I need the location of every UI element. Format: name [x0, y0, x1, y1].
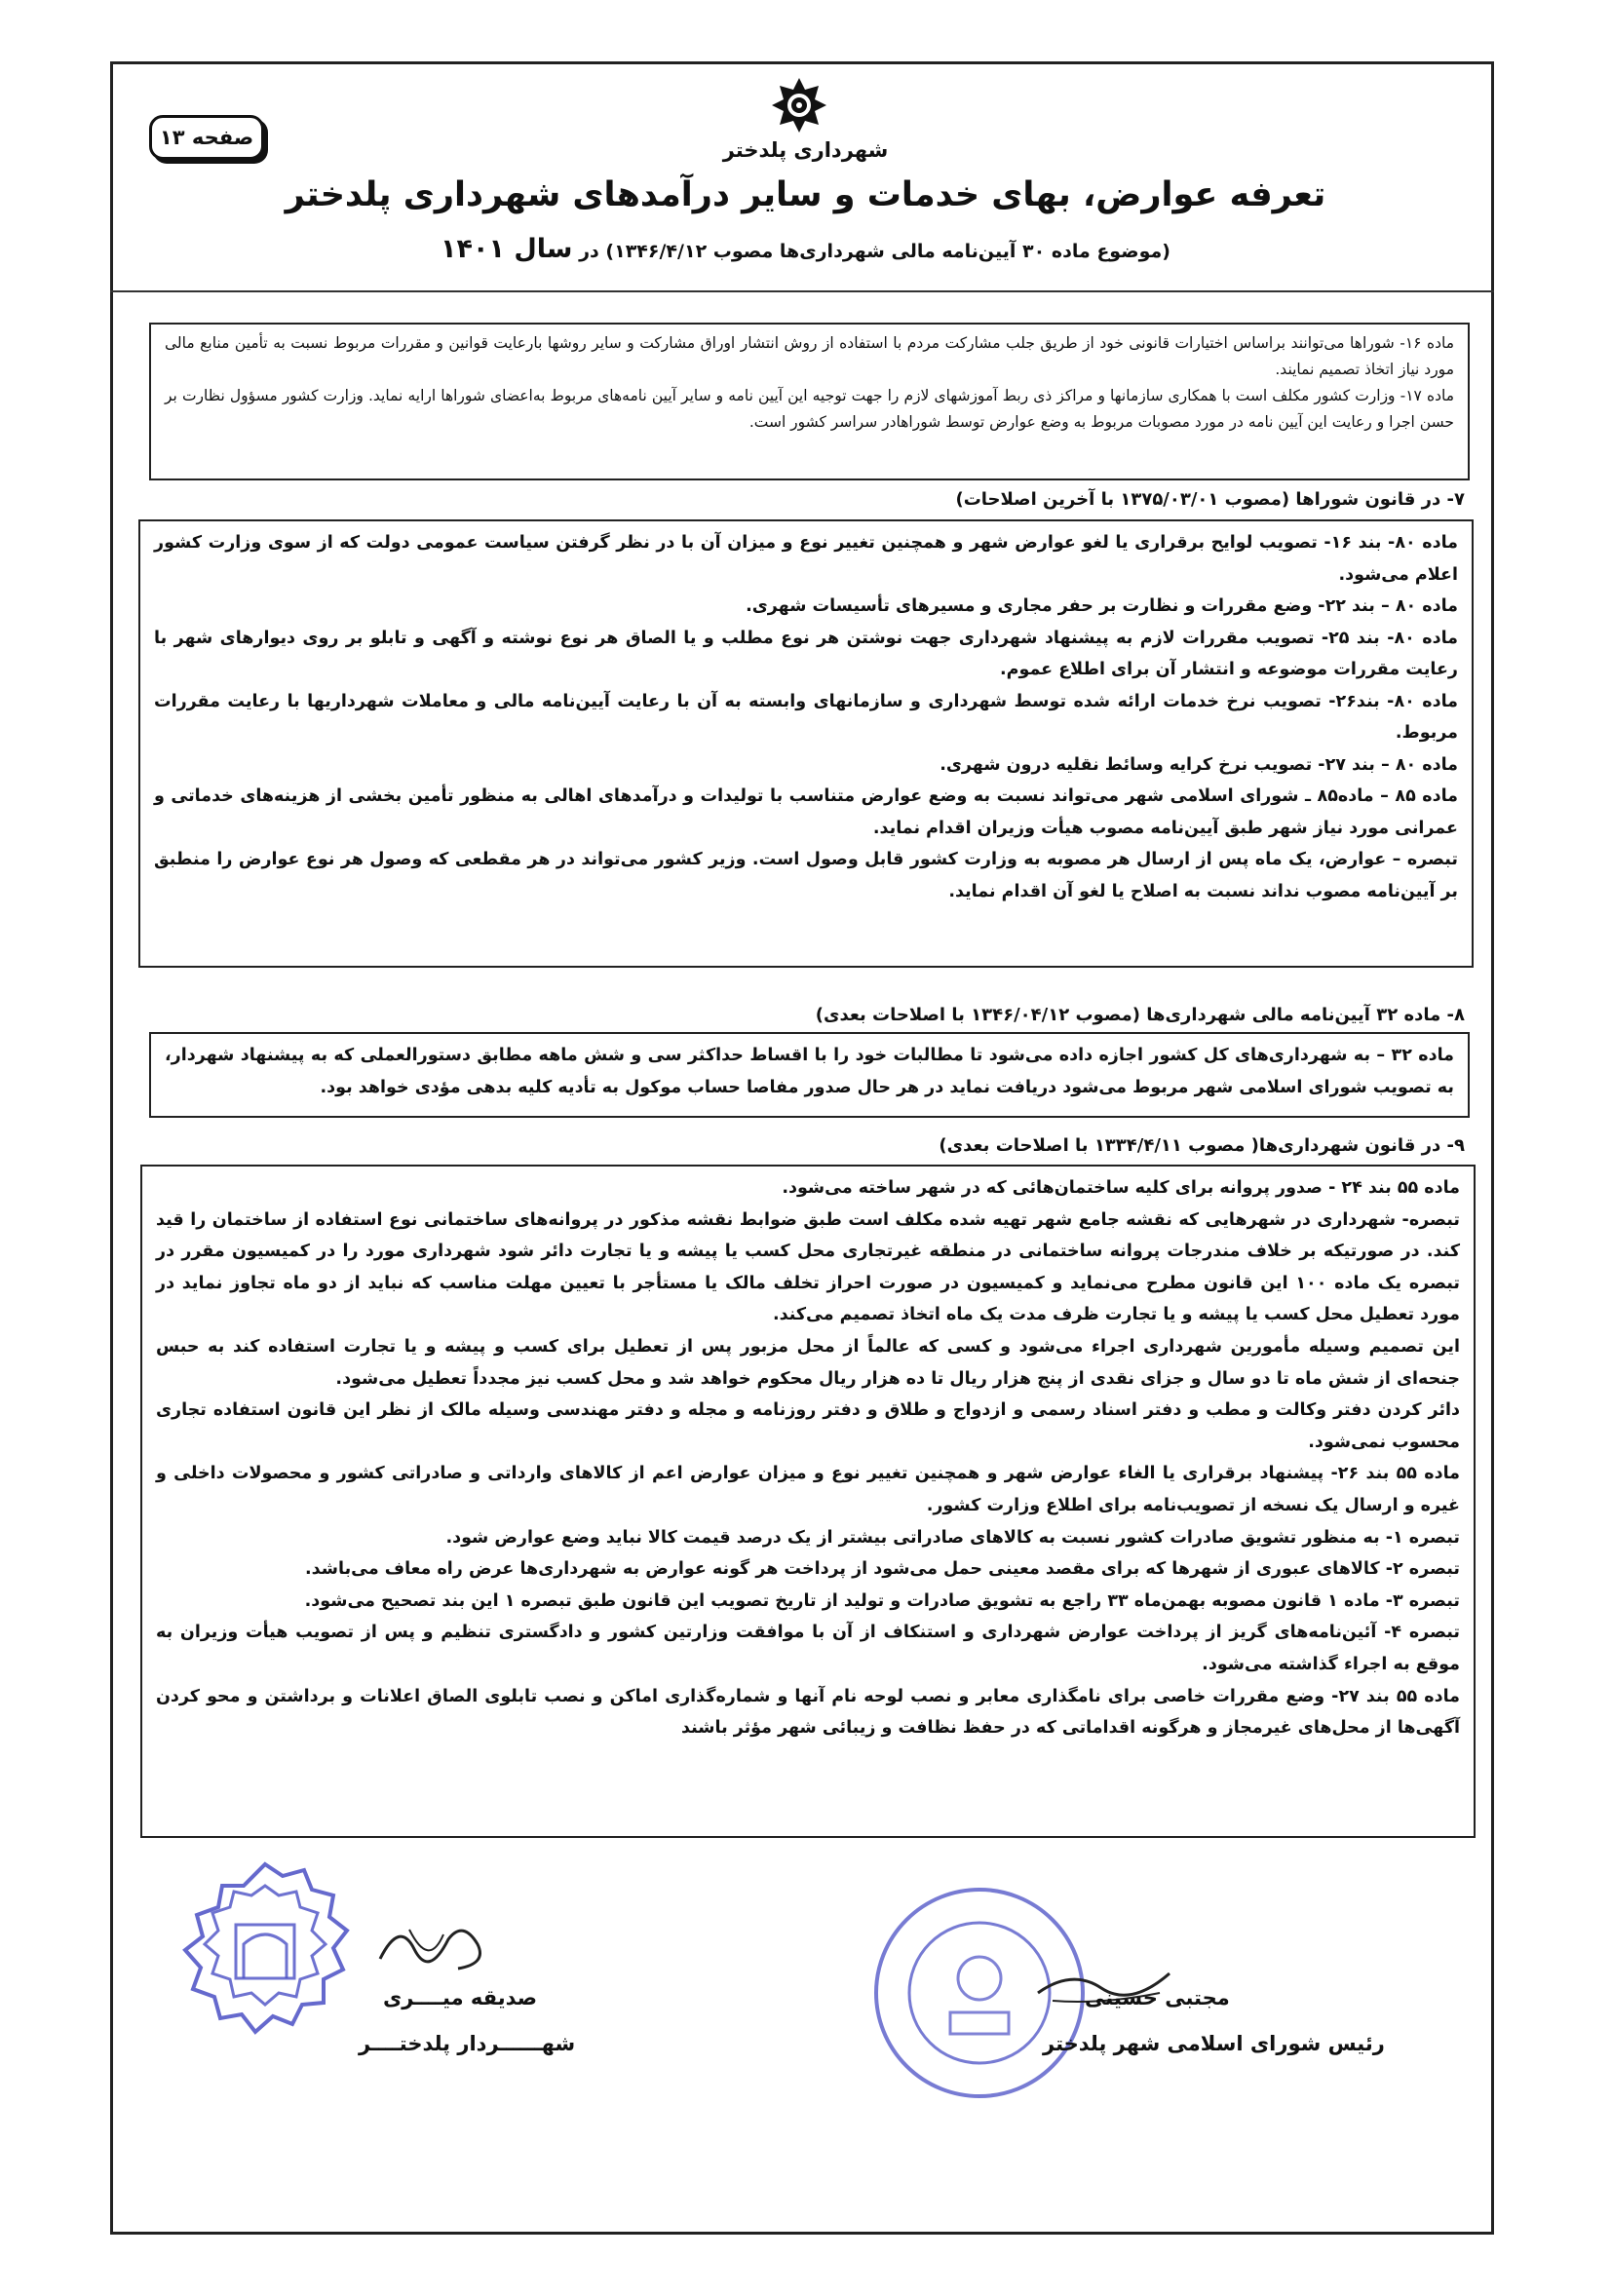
law-item: ماده ۵۵ بند ۲۴ - صدور پروانه برای کلیه ساختمان‌هائی که در شهر ساخته می‌شود.	[782, 1178, 1460, 1198]
law-item: ماده ۸۰ – بند ۲۷- تصویب نرخ کرایه وسائط نقلیه درون شهری.	[940, 754, 1458, 775]
intro-paragraph: ماده ۱۶- شوراها می‌توانند براساس اختیارات قانونی خود از طریق جلب مشارکت مردم با استفاده از روش انتشار اوراق مشارکت و سایر روشها بارعایت قوانین و مقررات مربوط نسبت به تأمین منابع مالی مورد نیاز اتخاذ تصمیم نمایند.	[165, 334, 1455, 378]
page-title: تعرفه عوارض، بهای خدمات و سایر درآمدهای شهرداری پلدختر	[285, 175, 1326, 214]
section8-heading: ۸- ماده ۳۲ آیین‌نامه مالی شهرداری‌ها (مصوب ۱۳۴۶/۰۴/۱۲ با اصلاحات بعدی)	[815, 1005, 1465, 1025]
law-item: ماده ۵۵ بند ۲۷- وضع مقررات خاصی برای نامگذاری معابر و نصب لوحه نام آنها و شماره‌گذاری اماکن و نصب تابلوی الصاق اعلانات و برداشتن و محو کردن آگهی‌ها از محل‌های غیرمجاز و هرگونه اقداماتی که در حفظ نظافت و زیبائی شهر مؤثر باشند	[156, 1686, 1460, 1739]
council-head-title: رئیس شورای اسلامی شهر پلدختر	[1043, 2032, 1385, 2055]
municipality-logo-icon	[770, 76, 828, 134]
header-divider	[110, 290, 1494, 292]
section9-heading: ۹- در قانون شهرداری‌ها( مصوب ۱۳۳۴/۴/۱۱ با اصلاحات بعدی)	[939, 1135, 1465, 1156]
mayor-signature-icon	[370, 1910, 497, 1978]
law-item: تبصره – عوارض، یک ماه پس از ارسال هر مصوبه به وزارت کشور قابل وصول است. وزیر کشور می‌تواند در هر مقطعی که وصول هر نوع عوارض را منطبق بر آیین‌نامه مصوب نداند نسبت به اصلاح یا لغو آن اقدام نماید.	[154, 850, 1458, 901]
council-head-name: مجتبی حسینی	[1085, 1986, 1230, 2009]
intro-paragraph: ماده ۱۷- وزارت کشور مکلف است با همکاری سازمانها و مراکز ذی ربط آموزشهای لازم را جهت توجیه این آیین نامه و سایر آیین نامه‌های مربوط به‌اعضای شوراها ارایه نماید. وزارت کشور مسؤول نظارت بر حسن اجرا و رعایت این آیین نامه در مورد مصوبات مربوط به وضع عوارض توسط شوراهادر سراسر کشور است.	[165, 387, 1454, 431]
section7-box	[138, 519, 1474, 968]
law-item: ماده ۸۰- بند ۲۵- تصویب مقررات لازم به پیشنهاد شهرداری جهت نوشتن هر نوع مطلب و یا الصاق هر نوع نوشته و آگهی و تابلو بر روی دیوارهای شهر با رعایت مقررات موضوعه و انتشار آن برای اطلاع عموم.	[154, 628, 1458, 679]
subtitle-text: (موضوع ماده ۳۰ آیین‌نامه مالی شهرداری‌ها مصوب ۱۳۴۶/۴/۱۲) در	[579, 241, 1170, 262]
mayor-title: شهــــــردار پلدختــــر	[359, 2032, 576, 2055]
section9-box	[140, 1165, 1476, 1838]
law-item: تبصره ۴- آئین‌نامه‌های گریز از پرداخت عوارض شهرداری و استنکاف از آن با موافقت وزارتین کشور و دادگستری تنظیم و پس از تصویب هیأت وزیران به موقع به اجراء گذاشته می‌شود.	[156, 1623, 1460, 1674]
law-item: این تصمیم وسیله مأمورین شهرداری اجراء می‌شود و کسی که عالماً از محل مزبور پس از تعطیل برای کسب و پیشه و یا تجارت استفاده کند به حبس جنحه‌ای از شش ماه تا دو سال و جزای نقدی از پنج هزار ریال تا ده هزار ریال محکوم خواهد شد و محل کسب نیز مجدداً تعطیل می‌شود.	[156, 1336, 1460, 1389]
intro-box	[149, 323, 1470, 480]
section8-box	[149, 1032, 1470, 1118]
law-item: تبصره ۱- به منظور تشویق صادرات کشور نسبت به کالاهای صادراتی بیشتر از یک درصد قیمت کالا نباید وضع عوارض شود.	[445, 1527, 1460, 1548]
organization-name: شهرداری پلدختر	[722, 138, 889, 162]
law-item: ماده ۸۵ – ماده۸۵ ـ شورای اسلامی شهر می‌تواند نسبت به وضع عوارض متناسب با تولیدات و درآمدهای اهالی به منظور تأمین بخشی از هزینه‌های خدماتی و عمرانی مورد نیاز شهر طبق آیین‌نامه مصوب هیأت وزیران اقدام نماید.	[154, 786, 1459, 838]
section7-heading: ۷- در قانون شوراها (مصوب ۱۳۷۵/۰۳/۰۱ با آخرین اصلاحات)	[955, 489, 1465, 510]
law-item: تبصره ۲- کالاهای عبوری از شهرها که برای مقصد معینی حمل می‌شود از پرداخت هر گونه عوارض به شهرداری‌ها عرض راه معاف می‌باشد.	[305, 1559, 1460, 1580]
law-item: تبصره ۳- ماده ۱ قانون مصوبه بهمن‌ماه ۳۳ راجع به تشویق صادرات و تولید از تاریخ تصویب این قانون طبق تبصره ۱ این بند تصحیح می‌شود.	[304, 1590, 1460, 1611]
law-item: ماده ۵۵ بند ۲۶- پیشنهاد برقراری یا الغاء عوارض شهر و همچنین تغییر نوع و میزان عوارض اعم از کالاهای وارداتی و صادراتی کشور و محصولات داخلی و غیره و ارسال یک نسخه از تصویب‌نامه برای اطلاع وزارت کشور.	[156, 1464, 1460, 1515]
law-item: دائر کردن دفتر وکالت و مطب و دفتر اسناد رسمی و ازدواج و طلاق و دفتر روزنامه و مجله و دفتر مهندسی وسیله مالک از نظر این قانون استفاده تجاری محسوب نمی‌شود.	[156, 1400, 1460, 1452]
subtitle-year: سال ۱۴۰۱	[441, 234, 573, 264]
municipality-stamp-icon	[175, 1856, 356, 2051]
law-item: ماده ۸۰- بند ۱۶- تصویب لوایح برقراری یا لغو عوارض شهر و همچنین تغییر نوع و میزان آن با در نظر گرفتن سیاست عمومی دولت که از سوی وزارت کشور اعلام می‌شود.	[154, 533, 1459, 585]
page-number-badge: صفحه ۱۳	[149, 115, 264, 160]
law-item: ماده ۸۰- بند۲۶- تصویب نرخ خدمات ارائه شده توسط شهرداری و سازمانهای وابسته به آن با رعایت آیین‌نامه مالی و معاملات شهرداریها با رعایت مقررات مربوط.	[154, 691, 1458, 743]
law-item: ماده ۸۰ – بند ۲۲- وضع مقررات و نظارت بر حفر مجاری و مسیرهای تأسیسات شهری.	[746, 596, 1458, 616]
law-item: ماده ۳۲ – به شهرداری‌های کل کشور اجازه داده می‌شود تا مطالبات خود را با اقساط حداکثر سی و شش ماهه مطابق دستورالعملی که به پیشنهاد شهردار، به تصویب شورای اسلامی شهر مربوط می‌شود دریافت نماید در هر حال صدور مفاصا حساب موکول به تأدیه کلیه بدهی مؤدی خواهد بود.	[165, 1046, 1454, 1097]
mayor-name: صدیقه میــــری	[383, 1986, 538, 2009]
law-item: تبصره- شهرداری در شهرهایی که نقشه جامع شهر تهیه شده مکلف است طبق ضوابط نقشه مذکور در پروانه‌های ساختمانی نوع استفاده از ساختمان را قید کند. در صورتیکه بر خلاف مندرجات پروانه ساختمانی در منطقه غیرتجاری محل کسب یا پیشه و یا تجارت دائر شود شهرداری مورد را در کمیسیون مقرر در تبصره یک ماده ۱۰۰ این قانون مطرح می‌نماید و کمیسیون در صورت احراز تخلف مالک یا مستأجر با تعیین مهلت مناسب که نباید از دو ماه تجاوز نماید در مورد تعطیل محل کسب یا پیشه و یا تجارت ظرف مدت یک ماه اتخاذ تصمیم می‌کند.	[156, 1209, 1460, 1325]
page-subtitle	[0, 234, 1611, 264]
